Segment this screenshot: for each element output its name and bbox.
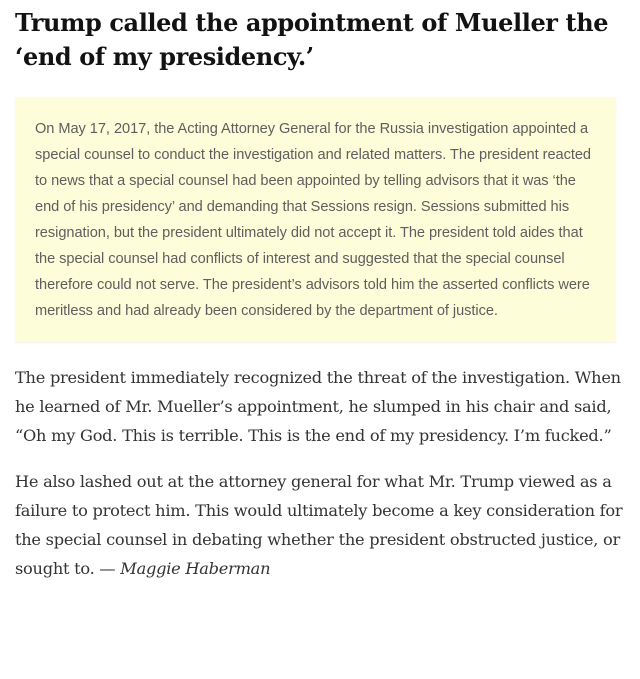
- body-paragraph: The president immediately recognized the threat of the investigation. When he learned of Mr. Mueller’s appointment, he slumped in his chair and said, “Oh my God. This is terrible. This is the end of my presidency. I’m fucked.”: [15, 368, 621, 445]
- body-paragraph: [15, 467, 625, 583]
- byline: Maggie Haberman: [120, 559, 271, 578]
- article-headline: Trump called the appointment of Mueller the ‘end of my presidency.’: [15, 8, 609, 71]
- paragraph-text: He also lashed out at the attorney general for what Mr. Trump viewed as a failure to protect him. This would ultimately become a key consideration for the special counsel in debating whether the president obstructed justice, or sought to. —: [15, 472, 623, 578]
- article: [15, 0, 625, 583]
- summary-box: [15, 97, 616, 342]
- summary-text: On May 17, 2017, the Acting Attorney General for the Russia investigation appointed a special counsel to conduct the investigation and related matters. The president reacted to news that a special counsel had been appointed by telling advisors that it was ‘the end of his presidency’ and demanding that Sessions resign. Sessions submitted his resignation, but the president ultimately did not accept it. The president told aides that the special counsel had conflicts of interest and suggested that the special counsel therefore could not serve. The president’s advisors told him the asserted conflicts were meritless and had already been considered by the department of justice.: [35, 121, 591, 319]
